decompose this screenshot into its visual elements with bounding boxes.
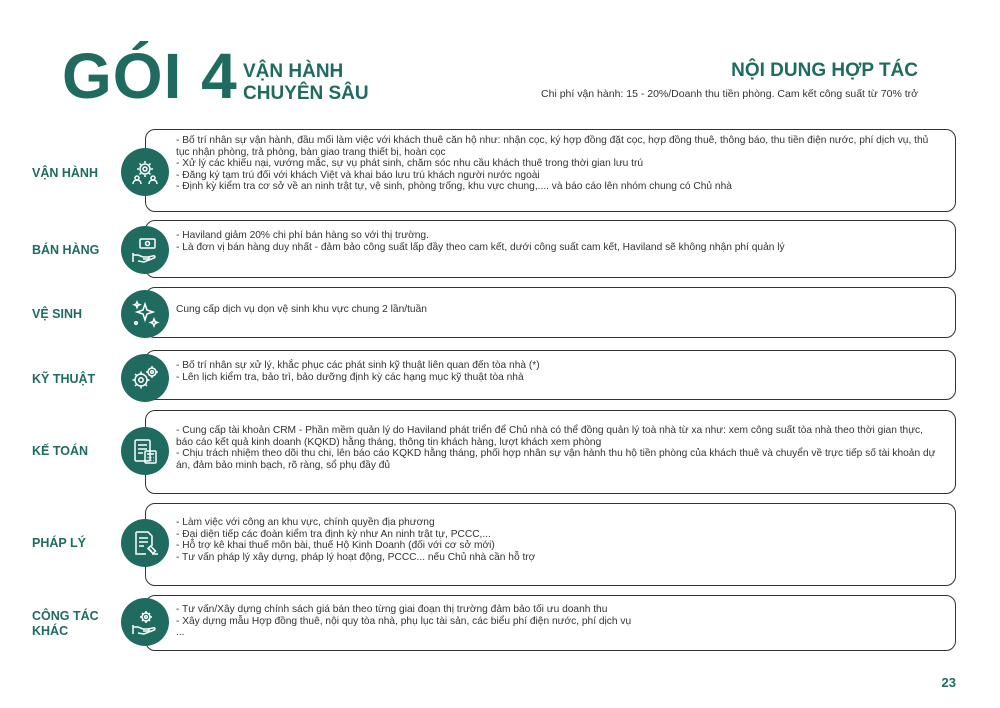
package-subtitle-line2: CHUYÊN SÂU — [243, 83, 369, 104]
package-title: GÓI 4 — [62, 40, 238, 112]
row-line: - Cung cấp tài khoản CRM - Phần mềm quản lý do Haviland phát triển để Chủ nhà có thể đồng quản lý toà nhà từ xa như: xem công suất tòa nhà theo thời gian thực, báo cáo kết quả kinh doanh (KQKD) hằng tháng, thông tin khách hàng, lượt khách xem phòng — [176, 425, 923, 448]
row-content-box — [145, 220, 956, 278]
package-subtitle-line1: VẬN HÀNH — [243, 61, 344, 82]
row-line: - Hỗ trợ kê khai thuế môn bài, thuế Hộ Kinh Doanh (đối với cơ sở mới) — [176, 540, 495, 552]
row-content-box — [145, 410, 956, 494]
row-label: PHÁP LÝ — [32, 536, 86, 550]
page-number: 23 — [941, 675, 956, 690]
row-content-box — [145, 595, 956, 651]
accounting-calculator-icon — [121, 427, 169, 475]
row-line: - Đại diện tiếp các đoàn kiểm tra định kỳ như An ninh trật tự, PCCC,... — [176, 528, 491, 540]
row-line: - Định kỳ kiểm tra cơ sở về an ninh trật tự, vệ sinh, phòng trống, khu vực chung,.... và báo cáo lên nhóm chung có Chủ nhà — [176, 181, 732, 193]
row-label: VẬN HÀNH — [32, 166, 98, 180]
legal-document-gavel-icon — [121, 519, 169, 567]
technical-gears-icon — [121, 354, 169, 402]
row-line: - Làm việc với công an khu vực, chính quyền địa phương — [176, 517, 435, 528]
sales-hand-money-icon — [121, 226, 169, 274]
row-line: - Tư vấn pháp lý xây dựng, pháp lý hoạt động, PCCC... nếu Chủ nhà cần hỗ trợ — [176, 551, 536, 563]
row-line: - Chịu trách nhiệm theo dõi thu chi, lên báo cáo KQKD hằng tháng, phối hợp nhân sự vận hành thu hộ tiền phòng của khách thuê và chuyển về trực tiếp số tài khoản dự án, đảm bảo minh bạch, rõ ràng, sổ phụ đầy đủ — [176, 448, 936, 471]
row-content-box — [145, 350, 956, 400]
cleaning-sparkles-icon — [121, 290, 169, 338]
row-label: VỆ SINH — [32, 307, 83, 321]
row-line: ... — [176, 627, 185, 639]
row-line: - Tư vấn/Xây dựng chính sách giá bán theo từng giai đoạn thị trường đảm bảo tối ưu doanh thu — [176, 604, 608, 615]
operations-gear-people-icon — [121, 148, 169, 196]
row-line: - Bố trí nhân sự xử lý, khắc phục các phát sinh kỹ thuật liên quan đến tòa nhà (*) — [176, 360, 540, 371]
row-content-box — [145, 503, 956, 586]
package-subtitle — [243, 61, 369, 105]
section-title: NỘI DUNG HỢP TÁC — [731, 60, 918, 81]
row-content-box — [145, 129, 956, 212]
row-line: Cung cấp dịch vụ dọn vệ sinh khu vực chung 2 lần/tuần — [176, 304, 427, 315]
row-line: - Là đơn vị bán hàng duy nhất - đảm bảo công suất lấp đầy theo cam kết, dưới công suất cam kết, Haviland sẽ không nhận phí quản lý — [176, 241, 785, 253]
row-line: - Đăng ký tạm trú đối với khách Việt và khai báo lưu trú khách người nước ngoài — [176, 169, 540, 181]
other-hand-gear-icon — [121, 598, 169, 646]
row-line: - Xây dựng mẫu Hợp đồng thuê, nội quy tòa nhà, phụ lục tài sản, các biểu phí điện nước, phí dịch vụ — [176, 615, 632, 627]
row-line: - Bố trí nhân sự vận hành, đầu mối làm việc với khách thuê căn hộ như: nhận cọc, ký hợp đồng đặt cọc, hợp đồng thuê, thông báo, thu tiền điện nước, phí dịch vụ, thủ tục nhận phòng, trả phòng, bàn giao trang thiết bị, hoàn cọc — [176, 135, 929, 158]
cost-note: Chi phí vận hành: 15 - 20%/Doanh thu tiền phòng. Cam kết công suất từ 70% trở — [541, 88, 918, 100]
row-content-box — [145, 287, 956, 338]
row-label: BÁN HÀNG — [32, 243, 100, 257]
row-line: - Lên lịch kiểm tra, bảo trì, bảo dưỡng định kỳ các hạng mục kỹ thuật tòa nhà — [176, 371, 524, 383]
row-line: - Haviland giảm 20% chi phí bán hàng so với thị trường. — [176, 230, 429, 241]
row-label: CÔNG TÁC KHÁC — [32, 609, 99, 638]
row-line: - Xử lý các khiếu nại, vướng mắc, sự vụ phát sinh, chăm sóc nhu cầu khách thuê trong thời gian lưu trú — [176, 158, 644, 170]
row-label: KỸ THUẬT — [32, 372, 96, 386]
row-label: KẾ TOÁN — [32, 444, 89, 458]
